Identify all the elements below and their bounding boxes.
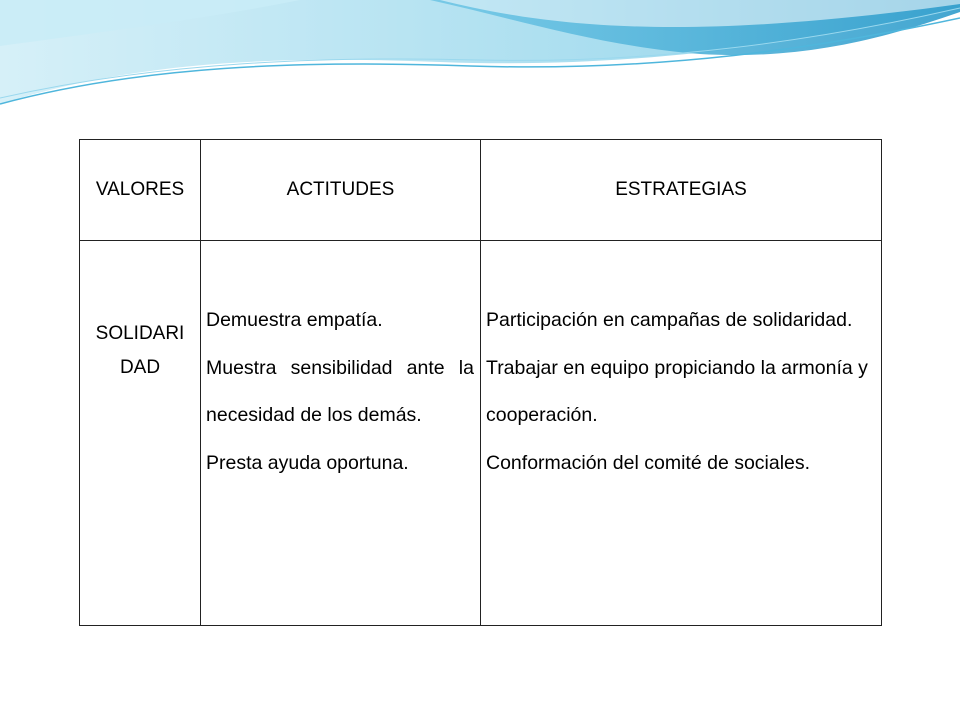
actitud-item: Demuestra empatía. xyxy=(206,309,383,331)
header-actitudes: ACTITUDES xyxy=(201,140,481,241)
header-estrategias: ESTRATEGIAS xyxy=(481,140,882,241)
actitud-item: Presta ayuda oportuna. xyxy=(206,451,409,474)
actitudes-cell xyxy=(201,241,481,626)
valor-cell xyxy=(80,241,201,626)
table-row xyxy=(80,241,882,626)
estrategia-item: Conformación del comité de sociales. xyxy=(486,451,811,474)
estrategia-item: Participación en campañas de solidaridad. xyxy=(486,309,853,331)
values-table xyxy=(79,139,882,626)
valor-line: DAD xyxy=(119,357,161,378)
table-container xyxy=(79,139,881,626)
estrategia-item: Trabajar en equipo propiciando la armonía y cooperación. xyxy=(486,356,868,426)
valor-line: SOLIDARI xyxy=(95,323,185,344)
wave-header-decoration xyxy=(0,0,960,120)
actitud-item: Muestra sensibilidad ante la necesidad de los demás. xyxy=(206,356,474,426)
header-valores: VALORES xyxy=(80,140,201,241)
estrategias-cell xyxy=(481,241,882,626)
table-header-row xyxy=(80,140,882,241)
